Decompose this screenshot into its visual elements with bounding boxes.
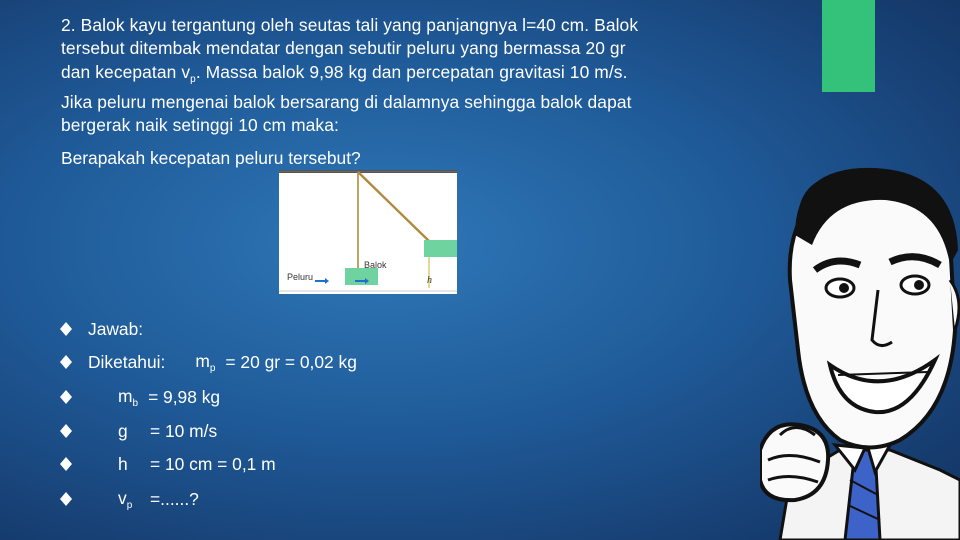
mb-symbol: $m_b$ [118, 385, 139, 409]
problem-line-3: dan kecepatan $v_p$. Massa balok 9,98 kg dan percepatan gravitasi 10 m/s. [61, 61, 628, 85]
question-text: Berapakah kecepatan peluru tersebut? [61, 148, 361, 168]
answer-bullets [60, 0, 660, 540]
problem-line-1: 2. Balok kayu tergantung oleh seutas tali yang panjangnya l=40 cm. Balok [61, 15, 639, 35]
diamond-bullet-icon [60, 355, 72, 369]
bullet-diketahui: Diketahui: $m_p$ = 20 gr = 0,02 kg [60, 350, 357, 374]
bullet-vp [60, 487, 199, 511]
height-label: h [427, 275, 432, 286]
peluru-label: Peluru [287, 272, 314, 282]
vp-symbol: $v_p$ [118, 487, 133, 511]
mp-symbol: $m_p$ [195, 350, 216, 374]
g-value: = 10 m/s [150, 420, 218, 441]
corner-accent-bar [822, 0, 875, 92]
diamond-bullet-icon [60, 424, 72, 438]
bullet-g [60, 419, 217, 443]
diamond-bullet-icon [60, 457, 72, 471]
thinking-man-illustration [760, 150, 960, 540]
problem-line-5: bergerak naik setinggi 10 cm maka: [61, 115, 339, 136]
problem-line-2: tersebut ditembak mendatar dengan sebutir peluru yang bermassa 20 gr [61, 38, 626, 59]
bullet-mb [60, 385, 220, 409]
vp-value: =......? [150, 488, 199, 509]
diamond-bullet-icon [60, 390, 72, 404]
h-symbol: h [118, 453, 128, 474]
bullet-jawab: Jawab: [60, 317, 143, 341]
diamond-bullet-icon [60, 322, 72, 336]
h-value: = 10 cm = 0,1 m [150, 453, 276, 474]
mp-value: = 20 gr = 0,02 kg [225, 351, 357, 372]
mb-value: = 9,98 kg [148, 386, 221, 407]
problem-line-4: Jika peluru mengenai balok bersarang di dalamnya sehingga balok dapat [61, 91, 632, 112]
bullet-h [60, 452, 276, 476]
diamond-bullet-icon [60, 492, 72, 506]
g-symbol: g [118, 420, 128, 441]
balok-label: Balok [364, 260, 387, 270]
